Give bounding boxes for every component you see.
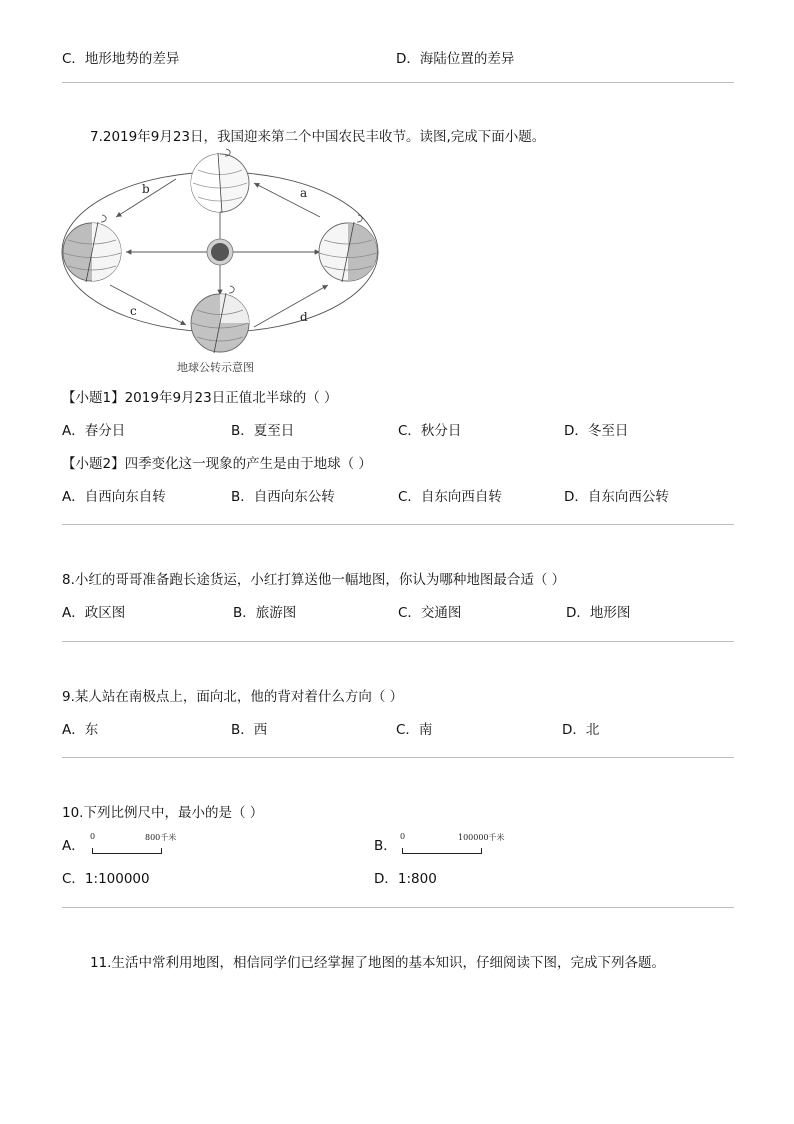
orbit-arrow-d: [254, 285, 328, 327]
earth-orbit-diagram: [58, 145, 388, 380]
figure-caption: 地球公转示意图: [177, 361, 254, 374]
q7-sub1-stem: 【小题1】2019年9月23日正值北半球的（ ）: [62, 390, 338, 406]
scale-a-end: 800千米: [145, 833, 177, 842]
q7-sub1-option-c: C．秋分日: [398, 423, 462, 439]
earth-revolution-figure: [58, 145, 388, 380]
q9-option-c: C．南: [396, 722, 433, 738]
scale-a-line: [92, 848, 162, 854]
q7-sub1-option-b: B．夏至日: [231, 423, 295, 439]
divider: [62, 907, 734, 908]
q10-option-a-scale-bar: [90, 830, 180, 856]
q10-stem: 10.下列比例尺中，最小的是（ ）: [62, 805, 264, 821]
q7-sub1-option-d: D．冬至日: [564, 423, 629, 439]
q6-option-c: C．地形地势的差异: [62, 51, 180, 67]
q9-option-a: A．东: [62, 722, 99, 738]
divider: [62, 82, 734, 83]
q7-sub2-option-a: A．自西向东自转: [62, 489, 166, 505]
q7-stem: 7.2019年9月23日，我国迎来第二个中国农民丰收节。读图,完成下面小题。: [90, 129, 546, 145]
earth-top: [191, 149, 249, 213]
label-c: c: [130, 304, 137, 318]
scale-a-zero: 0: [90, 832, 96, 841]
earth-bottom: [191, 286, 249, 353]
q8-option-a: A．政区图: [62, 605, 126, 621]
scale-b-zero: 0: [400, 832, 406, 841]
scale-b-line: [402, 848, 482, 854]
q10-option-c: C．1:100000: [62, 871, 150, 887]
q6-option-d: D．海陆位置的差异: [396, 51, 515, 67]
divider: [62, 641, 734, 642]
sun-icon: [207, 239, 233, 265]
q8-option-b: B．旅游图: [233, 605, 297, 621]
q8-option-c: C．交通图: [398, 605, 462, 621]
orbit-arrow-a: [254, 183, 320, 217]
q11-stem: 11.生活中常利用地图，相信同学们已经掌握了地图的基本知识，仔细阅读下图，完成下列各题。: [90, 955, 665, 971]
q7-sub2-option-d: D．自东向西公转: [564, 489, 669, 505]
divider: [62, 757, 734, 758]
q10-option-a-label: A．: [62, 838, 85, 854]
label-d: d: [300, 310, 308, 324]
q9-option-d: D．北: [562, 722, 600, 738]
q10-option-b-label: B．: [374, 838, 397, 854]
q8-stem: 8.小红的哥哥准备跑长途货运，小红打算送他一幅地图，你认为哪种地图最合适（ ）: [62, 572, 566, 588]
orbit-arrow-c: [110, 285, 186, 325]
divider: [62, 524, 734, 525]
label-a: a: [300, 186, 308, 200]
q8-option-d: D．地形图: [566, 605, 631, 621]
q7-sub2-option-b: B．自西向东公转: [231, 489, 335, 505]
q7-sub2-stem: 【小题2】四季变化这一现象的产生是由于地球（ ）: [62, 456, 372, 472]
q7-sub2-option-c: C．自东向西自转: [398, 489, 502, 505]
q10-option-b-scale-bar: [400, 830, 510, 856]
q7-sub1-option-a: A．春分日: [62, 423, 126, 439]
q10-option-d: D．1:800: [374, 871, 437, 887]
label-b: b: [142, 182, 150, 196]
scale-b-end: 100000千米: [458, 833, 505, 842]
q9-option-b: B．西: [231, 722, 268, 738]
q9-stem: 9.某人站在南极点上，面向北，他的背对着什么方向（ ）: [62, 689, 404, 705]
